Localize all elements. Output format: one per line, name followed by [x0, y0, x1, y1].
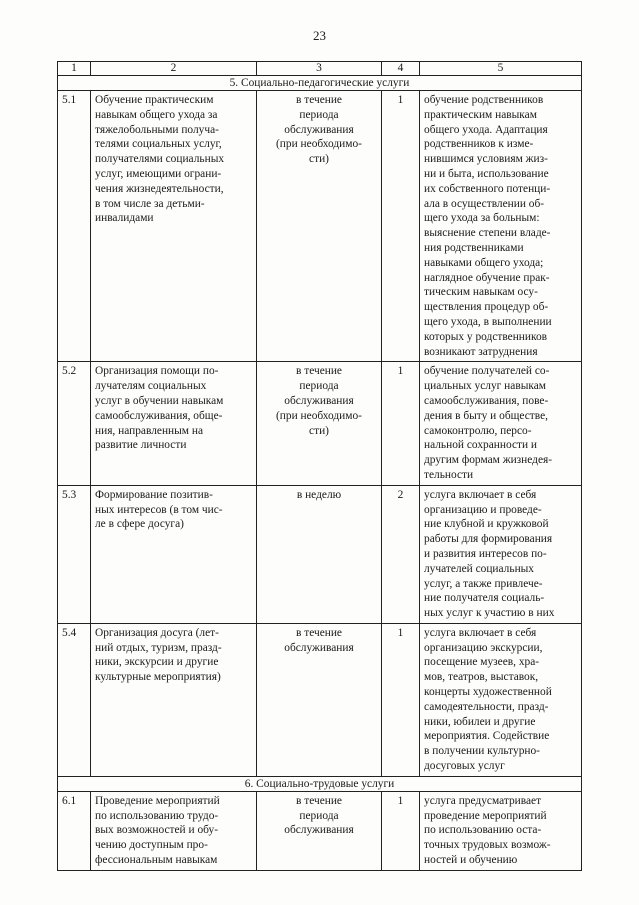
- service-name-line: Обучение практическим: [95, 94, 214, 106]
- section-title: 5. Социально-педагогические услуги: [58, 76, 582, 91]
- service-period-line: (при необходимо-: [276, 138, 362, 151]
- service-period-line: периода: [299, 809, 339, 822]
- service-name-line: Организация помощи по-: [95, 365, 219, 378]
- service-description-line: нальной сохранности и: [424, 439, 538, 452]
- service-description-line: ностей и обучению: [424, 854, 518, 867]
- service-period-line: в течение: [295, 626, 342, 639]
- service-name-line: ники, экскурсии и другие: [95, 656, 219, 669]
- service-name: [91, 91, 257, 362]
- service-period: [257, 485, 382, 623]
- service-name-line: чения жизнедеятельности,: [95, 182, 224, 195]
- column-number: 3: [257, 62, 382, 76]
- service-description-line: выяснение степени владе-: [424, 227, 551, 240]
- service-number: 5.4: [58, 623, 91, 776]
- service-period: [257, 91, 382, 362]
- service-description-line: щего ухода за больным:: [424, 212, 540, 225]
- service-name-line: телями социальных услуг,: [95, 138, 222, 151]
- service-name-line: Формирование позитив-: [95, 488, 213, 501]
- service-description-line: самоконтролю, персо-: [424, 424, 532, 437]
- service-description-line: их собственного потенци-: [424, 182, 551, 195]
- service-description-line: услуг, а также привлече-: [424, 577, 543, 590]
- service-description-line: в получении культурно-: [424, 745, 540, 758]
- service-name-line: чению доступным про-: [95, 839, 208, 852]
- column-number: 2: [91, 62, 257, 76]
- service-name: [91, 791, 257, 870]
- service-quantity: 1: [382, 362, 420, 485]
- service-period-line: в течение: [295, 365, 342, 378]
- service-row: [58, 91, 582, 362]
- service-name-line: ния, направленным на: [95, 424, 203, 437]
- service-row: [58, 362, 582, 485]
- service-period-line: сти): [309, 153, 329, 166]
- service-name-line: фессиональным навыкам: [95, 854, 218, 867]
- service-description-line: ществления процедур об-: [424, 301, 549, 314]
- service-description-line: концерты художественной: [424, 686, 552, 699]
- service-name-line: ле в сфере досуга): [95, 518, 184, 531]
- service-row: [58, 485, 582, 623]
- service-name: [91, 485, 257, 623]
- service-name-line: вых возможностей и обу-: [95, 824, 218, 837]
- service-name-line: ных интересов (в том чис-: [95, 503, 223, 516]
- service-name-line: в том числе за детьми-: [95, 197, 205, 210]
- service-row: [58, 623, 582, 776]
- service-row: [58, 791, 582, 870]
- service-name-line: тяжелобольными получа-: [95, 123, 219, 136]
- service-name-line: лучателям социальных: [95, 380, 207, 393]
- service-description-line: самообслуживания, пове-: [424, 394, 549, 407]
- column-number: 5: [420, 62, 582, 76]
- column-numbers-row: [58, 62, 582, 76]
- service-description-line: мов, театров, выставок,: [424, 671, 539, 684]
- service-description-line: другим формам жизнедея-: [424, 454, 553, 467]
- service-name-line: самообслуживания, обще-: [95, 409, 223, 422]
- service-description-line: услуга включает в себя: [424, 626, 537, 639]
- section-header-row: [58, 776, 582, 791]
- service-description-line: самодеятельности, празд-: [424, 700, 549, 713]
- service-description-line: проведение мероприятий: [424, 809, 547, 822]
- service-name-line: Организация досуга (лет-: [95, 626, 219, 639]
- service-number: 5.3: [58, 485, 91, 623]
- section-header-row: [58, 76, 582, 91]
- service-description-line: щего ухода, в выполнении: [424, 315, 552, 328]
- section-title: 6. Социально-трудовые услуги: [58, 776, 582, 791]
- service-description-line: ние получателя социаль-: [424, 592, 545, 605]
- service-period-line: в течение: [295, 794, 342, 807]
- service-description-line: дения в быту и обществе,: [424, 409, 548, 422]
- column-number: 4: [382, 62, 420, 76]
- service-period: [257, 791, 382, 870]
- service-description-line: ни и быта, использование: [424, 167, 549, 180]
- service-quantity: 1: [382, 791, 420, 870]
- service-description-line: ние клубной и кружковой: [424, 518, 549, 531]
- service-period: [257, 362, 382, 485]
- service-name: [91, 623, 257, 776]
- service-description-line: и развития интересов по-: [424, 547, 547, 560]
- service-period-line: в неделю: [296, 488, 342, 501]
- page-number: 23: [313, 28, 326, 43]
- service-period-line: (при необходимо-: [276, 409, 362, 422]
- service-description-line: общего ухода. Адаптация: [424, 123, 548, 136]
- service-name: [91, 362, 257, 485]
- service-description: [420, 623, 582, 776]
- service-name-line: по использованию трудо-: [95, 809, 219, 822]
- service-description-line: организацию и проведе-: [424, 503, 542, 516]
- service-description-line: возникают затруднения: [424, 345, 538, 358]
- service-period-line: обслуживания: [284, 641, 354, 654]
- service-quantity: 1: [382, 623, 420, 776]
- service-number: 6.1: [58, 791, 91, 870]
- service-period-line: сти): [309, 424, 329, 437]
- service-name-line: развитие личности: [95, 439, 187, 452]
- service-description-line: лучателей социальных: [424, 562, 535, 575]
- service-description-line: тельности: [424, 468, 474, 481]
- service-number: 5.2: [58, 362, 91, 485]
- service-description-line: услуга предусматривает: [424, 794, 542, 807]
- service-description-line: обучение родственников: [424, 94, 544, 106]
- service-description-line: тическим навыкам осу-: [424, 286, 538, 299]
- services-table-body: [58, 62, 582, 871]
- service-description-line: обучение получателей со-: [424, 365, 550, 378]
- service-quantity: 2: [382, 485, 420, 623]
- service-description-line: услуга включает в себя: [424, 488, 537, 501]
- service-description-line: навыками общего ухода;: [424, 256, 544, 269]
- service-description-line: работы для формирования: [424, 533, 553, 546]
- service-description-line: досуговых услуг: [424, 760, 505, 773]
- service-description-line: ала в осуществлении об-: [424, 197, 545, 210]
- service-description-line: наглядное обучение прак-: [424, 271, 550, 284]
- service-description-line: которых у родственников: [424, 330, 548, 343]
- service-description-line: организацию экскурсии,: [424, 641, 543, 654]
- service-name-line: навыкам общего ухода за: [95, 108, 218, 121]
- service-description-line: по использованию оста-: [424, 824, 542, 837]
- service-description-line: ники, юбилеи и другие: [424, 715, 536, 728]
- service-period-line: обслуживания: [284, 123, 354, 136]
- service-description-line: мероприятия. Содействие: [424, 730, 550, 743]
- service-period-line: обслуживания: [284, 824, 354, 837]
- service-name-line: ний отдых, туризм, празд-: [95, 641, 222, 654]
- service-description: [420, 362, 582, 485]
- service-description-line: ных услуг к участию в них: [424, 607, 555, 620]
- service-description-line: родственников к изме-: [424, 138, 534, 151]
- service-period-line: периода: [299, 380, 339, 393]
- service-quantity: 1: [382, 91, 420, 362]
- service-name-line: Проведение мероприятий: [95, 794, 220, 807]
- column-number: 1: [58, 62, 91, 76]
- service-name-line: услуг, имеющими ограни-: [95, 167, 222, 180]
- service-description: [420, 485, 582, 623]
- service-name-line: услуг в обучении навыкам: [95, 394, 224, 407]
- service-description: [420, 791, 582, 870]
- service-number: 5.1: [58, 91, 91, 362]
- service-period-line: в течение: [295, 94, 342, 106]
- service-period: [257, 623, 382, 776]
- service-description-line: посещение музеев, хра-: [424, 656, 540, 669]
- service-description-line: нившимся условиям жиз-: [424, 153, 548, 166]
- service-description: [420, 91, 582, 362]
- services-table: [57, 61, 582, 871]
- service-description-line: циальных услуг навыкам: [424, 380, 546, 393]
- service-name-line: инвалидами: [95, 212, 154, 225]
- service-name-line: получателями социальных: [95, 153, 225, 166]
- service-period-line: обслуживания: [284, 394, 354, 407]
- service-period-line: периода: [299, 108, 339, 121]
- service-description-line: практическим навыкам: [424, 108, 537, 121]
- service-description-line: ния родственниками: [424, 241, 524, 254]
- service-description-line: точных трудовых возмож-: [424, 839, 551, 852]
- service-name-line: культурные мероприятия): [95, 671, 221, 684]
